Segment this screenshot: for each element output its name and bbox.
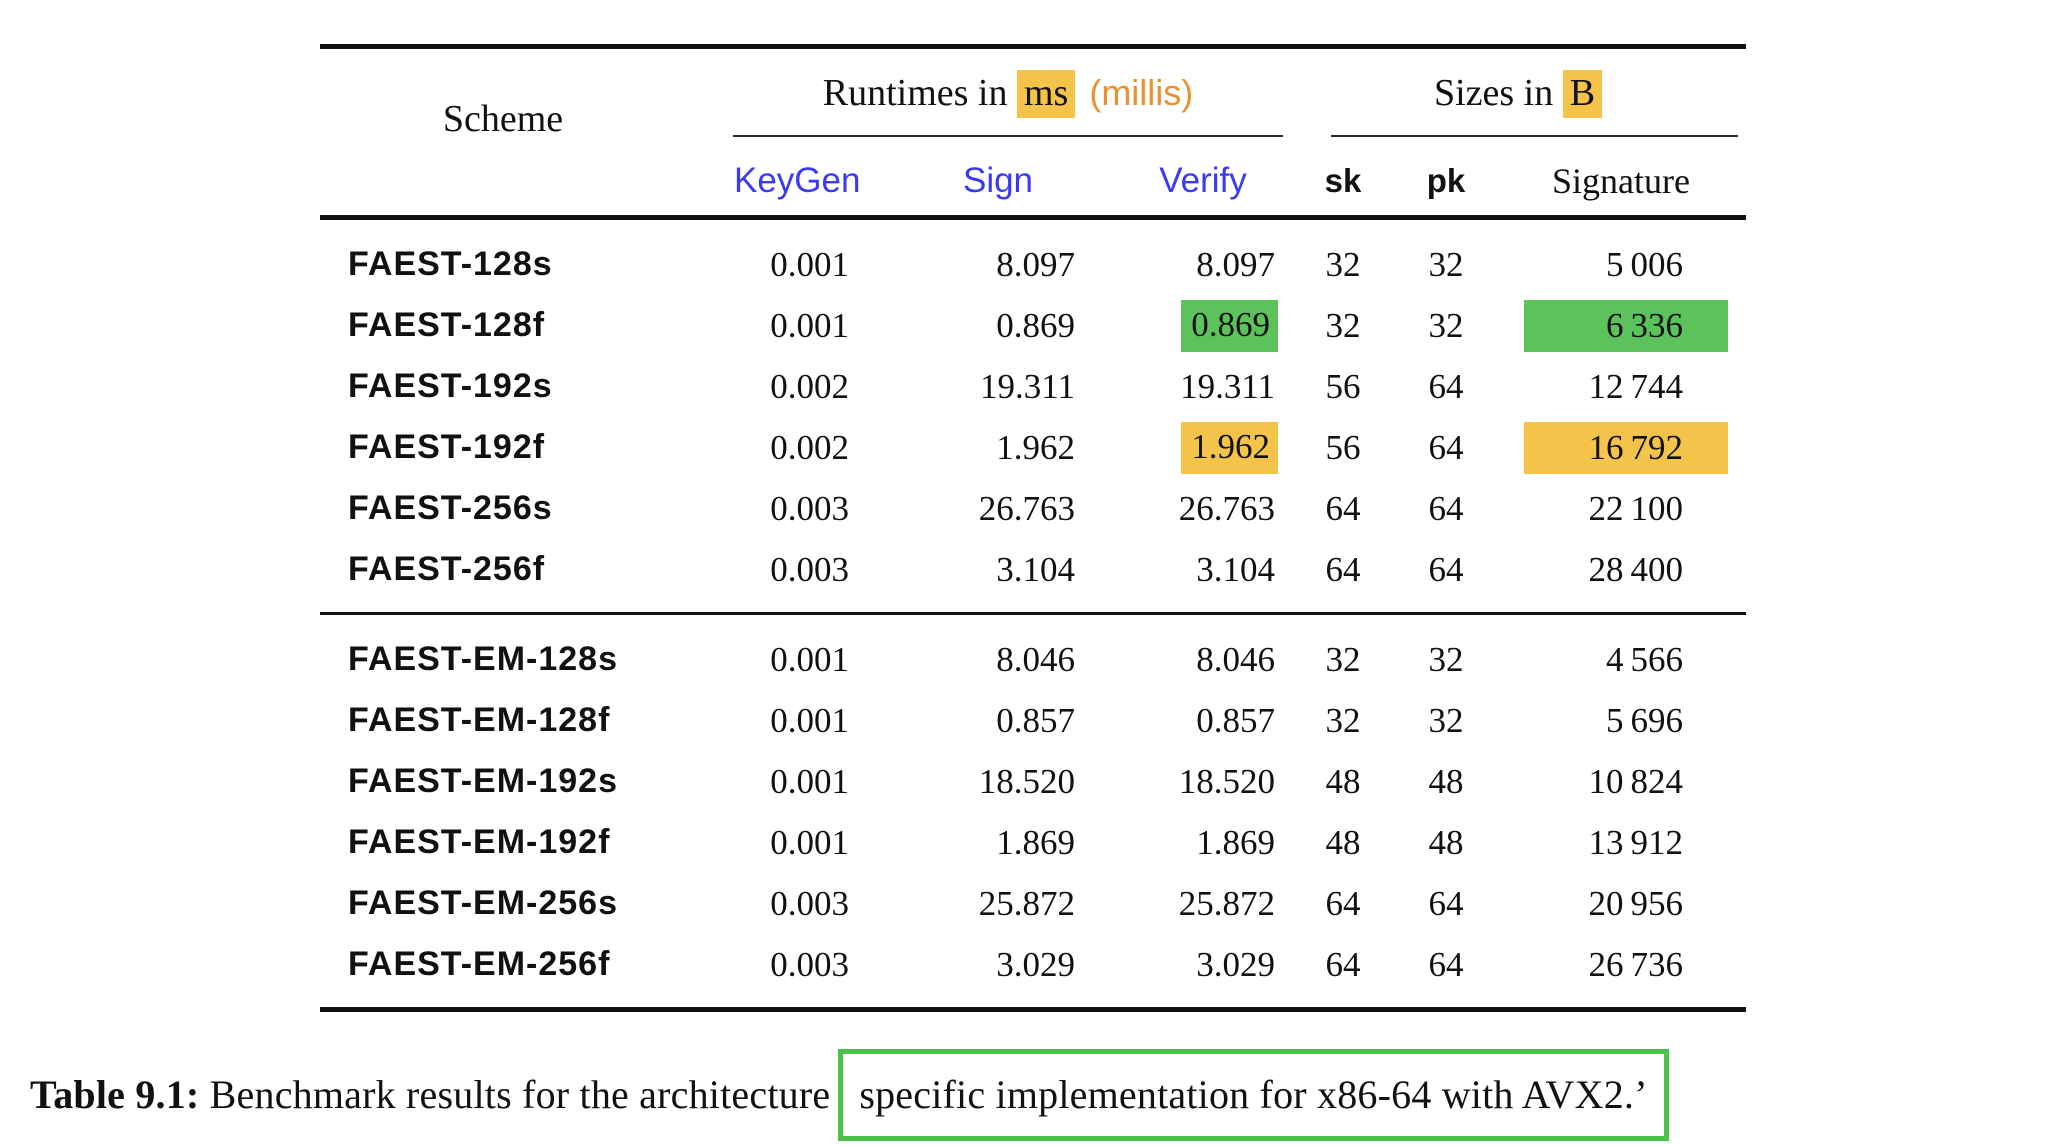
cell-verify: 19.311 <box>1180 366 1276 406</box>
caption-annotation-box: specific implementation for x86-64 with AVX2.’ <box>838 1049 1668 1141</box>
cell-sign: 18.520 <box>978 761 1075 801</box>
cell-sign: 0.857 <box>996 700 1075 740</box>
table-caption <box>30 1072 2060 1118</box>
cell-keygen: 0.001 <box>770 700 849 740</box>
cell-sk: 64 <box>1325 488 1361 528</box>
cell-scheme: FAEST-EM-192f <box>348 823 611 861</box>
cell-keygen: 0.001 <box>770 244 849 284</box>
cell-signature: 20 956 <box>1588 883 1684 923</box>
cell-sign: 8.046 <box>996 639 1075 679</box>
runtimes-millis-note: (millis) <box>1089 71 1194 113</box>
cell-sk: 64 <box>1325 883 1361 923</box>
cell-sk: 32 <box>1325 305 1361 345</box>
cell-keygen: 0.001 <box>770 305 849 345</box>
cell-sk: 48 <box>1325 822 1361 862</box>
cell-verify-highlight-green: 0.869 <box>1084 295 1290 356</box>
table-row <box>320 751 1746 812</box>
caption-text: Benchmark results for the architecture <box>209 1072 831 1117</box>
cell-verify: 3.029 <box>1196 944 1276 984</box>
cell-sign: 3.104 <box>996 549 1075 589</box>
cell-sign: 25.872 <box>978 883 1075 923</box>
column-header-verify: Verify <box>1159 160 1247 200</box>
cell-verify: 1.869 <box>1196 822 1276 862</box>
caption-label: Table 9.1: <box>30 1072 200 1117</box>
cell-scheme: FAEST-EM-128s <box>348 640 618 678</box>
table-row <box>320 812 1746 873</box>
column-header-sk: sk <box>1324 161 1362 199</box>
cell-scheme: FAEST-128s <box>348 245 553 283</box>
cell-scheme: FAEST-256f <box>348 550 546 588</box>
table-row <box>320 295 1746 356</box>
table-header <box>320 47 1746 218</box>
cell-keygen: 0.001 <box>770 761 849 801</box>
cell-pk: 64 <box>1428 488 1464 528</box>
cell-verify: 8.097 <box>1196 244 1276 284</box>
cell-verify-highlight-amber: 1.962 <box>1084 417 1290 478</box>
table-row <box>320 614 1746 691</box>
sizes-label: Sizes in <box>1433 71 1554 114</box>
cell-pk: 64 <box>1428 549 1464 589</box>
group-header-sizes <box>1290 47 1746 137</box>
cell-signature-highlight-amber: 16 792 <box>1496 417 1746 478</box>
column-header-signature: Signature <box>1552 160 1691 201</box>
table-row <box>320 356 1746 417</box>
cell-keygen: 0.003 <box>770 883 849 923</box>
runtimes-unit-highlight: ms <box>1017 70 1075 118</box>
faest-em-group <box>320 614 1746 1010</box>
cell-signature: 28 400 <box>1588 549 1684 589</box>
cell-verify: 26.763 <box>1178 488 1276 528</box>
cell-sk: 64 <box>1325 549 1361 589</box>
cell-pk: 32 <box>1428 244 1464 284</box>
table-row <box>320 934 1746 1010</box>
cell-pk: 64 <box>1428 427 1464 467</box>
cell-pk: 32 <box>1428 639 1464 679</box>
column-header-sign: Sign <box>962 160 1034 200</box>
cell-signature: 4 566 <box>1606 639 1684 679</box>
cell-keygen: 0.003 <box>770 944 849 984</box>
cell-pk: 48 <box>1428 761 1464 801</box>
cell-pk: 32 <box>1428 700 1464 740</box>
table-row <box>320 218 1746 296</box>
cell-pk: 48 <box>1428 822 1464 862</box>
cell-verify: 18.520 <box>1178 761 1276 801</box>
cell-sign: 1.869 <box>996 822 1075 862</box>
cell-sk: 32 <box>1325 639 1361 679</box>
table-row <box>320 690 1746 751</box>
cell-pk: 64 <box>1428 366 1464 406</box>
cell-sk: 56 <box>1325 427 1361 467</box>
cell-verify: 8.046 <box>1196 639 1276 679</box>
runtimes-label: Runtimes in <box>822 71 1008 114</box>
table-row <box>320 873 1746 934</box>
cell-scheme: FAEST-EM-128f <box>348 701 611 739</box>
cell-sk: 56 <box>1325 366 1361 406</box>
group-header-row <box>320 47 1746 137</box>
cell-signature: 5 696 <box>1606 700 1684 740</box>
cell-pk: 32 <box>1428 305 1464 345</box>
cell-scheme: FAEST-256s <box>348 489 553 527</box>
cell-scheme: FAEST-192s <box>348 367 553 405</box>
cell-sign: 8.097 <box>996 244 1075 284</box>
cell-sign: 1.962 <box>996 427 1075 467</box>
cell-signature: 22 100 <box>1588 488 1684 528</box>
sizes-unit-highlight: B <box>1563 70 1602 118</box>
cell-sign: 26.763 <box>978 488 1075 528</box>
cell-sign: 19.311 <box>980 366 1075 406</box>
cell-sk: 32 <box>1325 700 1361 740</box>
cell-sk: 32 <box>1325 244 1361 284</box>
cell-signature: 26 736 <box>1588 944 1684 984</box>
cell-keygen: 0.001 <box>770 822 849 862</box>
cell-scheme: FAEST-128f <box>348 306 546 344</box>
cell-pk: 64 <box>1428 944 1464 984</box>
cell-sign: 3.029 <box>996 944 1075 984</box>
cell-verify: 0.857 <box>1196 700 1276 740</box>
cell-signature: 13 912 <box>1588 822 1684 862</box>
table-row <box>320 417 1746 478</box>
cell-scheme: FAEST-EM-192s <box>348 762 618 800</box>
cell-keygen: 0.003 <box>770 549 849 589</box>
cell-signature: 5 006 <box>1606 244 1684 284</box>
cell-scheme: FAEST-EM-256f <box>348 945 611 983</box>
cell-pk: 64 <box>1428 883 1464 923</box>
cell-verify: 25.872 <box>1178 883 1276 923</box>
faest-group <box>320 218 1746 614</box>
column-header-pk: pk <box>1426 161 1466 199</box>
benchmark-table <box>320 44 1746 1012</box>
cell-scheme: FAEST-EM-256s <box>348 884 618 922</box>
cell-signature-highlight-green: 6 336 <box>1496 295 1746 356</box>
column-header-scheme: Scheme <box>442 98 564 140</box>
table-row <box>320 478 1746 539</box>
cell-keygen: 0.003 <box>770 488 849 528</box>
cell-keygen: 0.002 <box>770 427 849 467</box>
cell-sk: 48 <box>1325 761 1361 801</box>
cell-sign: 0.869 <box>996 305 1075 345</box>
column-header-keygen: KeyGen <box>734 160 861 200</box>
cell-sk: 64 <box>1325 944 1361 984</box>
cell-signature: 10 824 <box>1588 761 1684 801</box>
cell-signature: 12 744 <box>1588 366 1684 406</box>
table-row <box>320 539 1746 614</box>
cell-scheme: FAEST-192f <box>348 428 546 466</box>
cell-keygen: 0.002 <box>770 366 849 406</box>
cell-keygen: 0.001 <box>770 639 849 679</box>
cell-verify: 3.104 <box>1196 549 1276 589</box>
group-header-runtimes <box>686 47 1290 137</box>
